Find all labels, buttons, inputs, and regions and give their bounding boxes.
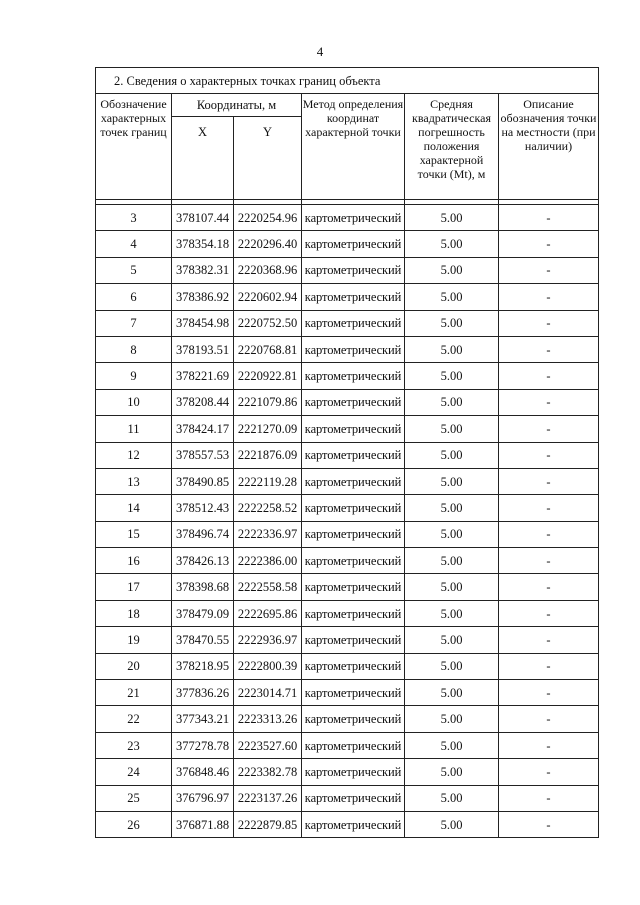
method-cell: картометрический [302,732,405,758]
table-row [96,627,599,653]
point-cell: 22 [96,706,172,732]
table-row [96,521,599,547]
method-cell: картометрический [302,257,405,283]
description-cell: - [499,759,599,785]
y-coordinate-cell: 2220768.81 [234,336,302,362]
description-cell: - [499,600,599,626]
error-cell: 5.00 [405,231,499,257]
y-coordinate-cell: 2223382.78 [234,759,302,785]
point-cell: 15 [96,521,172,547]
y-coordinate-cell: 2223527.60 [234,732,302,758]
y-coordinate-cell: 2222879.85 [234,811,302,837]
boundary-points-table [95,67,599,838]
description-cell: - [499,442,599,468]
x-coordinate-cell: 377343.21 [172,706,234,732]
error-cell: 5.00 [405,759,499,785]
error-cell: 5.00 [405,284,499,310]
x-coordinate-cell: 378512.43 [172,495,234,521]
method-cell: картометрический [302,521,405,547]
point-cell: 21 [96,680,172,706]
section-title-row [96,68,599,94]
table-row [96,389,599,415]
table-row [96,284,599,310]
x-coordinate-cell: 378221.69 [172,363,234,389]
x-coordinate-cell: 378218.95 [172,653,234,679]
description-cell: - [499,495,599,521]
y-coordinate-cell: 2220296.40 [234,231,302,257]
table-row [96,653,599,679]
table-row [96,600,599,626]
method-cell: картометрический [302,706,405,732]
method-cell: картометрический [302,600,405,626]
error-cell: 5.00 [405,706,499,732]
description-cell: - [499,416,599,442]
header-y: Y [234,117,302,200]
y-coordinate-cell: 2221079.86 [234,389,302,415]
error-cell: 5.00 [405,600,499,626]
description-cell: - [499,521,599,547]
y-coordinate-cell: 2222386.00 [234,548,302,574]
point-cell: 5 [96,257,172,283]
table-row [96,548,599,574]
table-row [96,732,599,758]
method-cell: картометрический [302,389,405,415]
method-cell: картометрический [302,284,405,310]
x-coordinate-cell: 376796.97 [172,785,234,811]
x-coordinate-cell: 378490.85 [172,468,234,494]
error-cell: 5.00 [405,521,499,547]
header-method: Метод определения координат характерной точки [302,94,405,200]
point-cell: 17 [96,574,172,600]
y-coordinate-cell: 2223137.26 [234,785,302,811]
y-coordinate-cell: 2222558.58 [234,574,302,600]
table-row [96,785,599,811]
y-coordinate-cell: 2222258.52 [234,495,302,521]
table-row [96,495,599,521]
method-cell: картометрический [302,205,405,231]
table-row [96,706,599,732]
x-coordinate-cell: 378426.13 [172,548,234,574]
x-coordinate-cell: 378557.53 [172,442,234,468]
header-x: X [172,117,234,200]
point-cell: 19 [96,627,172,653]
description-cell: - [499,548,599,574]
table-row [96,680,599,706]
y-coordinate-cell: 2222336.97 [234,521,302,547]
description-cell: - [499,231,599,257]
table-row [96,442,599,468]
description-cell: - [499,653,599,679]
error-cell: 5.00 [405,680,499,706]
error-cell: 5.00 [405,442,499,468]
point-cell: 26 [96,811,172,837]
table-row [96,336,599,362]
error-cell: 5.00 [405,574,499,600]
y-coordinate-cell: 2222695.86 [234,600,302,626]
table-row [96,416,599,442]
description-cell: - [499,468,599,494]
description-cell: - [499,257,599,283]
table-row [96,468,599,494]
table-row [96,759,599,785]
error-cell: 5.00 [405,627,499,653]
description-cell: - [499,627,599,653]
description-cell: - [499,205,599,231]
method-cell: картометрический [302,495,405,521]
error-cell: 5.00 [405,416,499,442]
description-cell: - [499,310,599,336]
y-coordinate-cell: 2223014.71 [234,680,302,706]
table-row [96,811,599,837]
x-coordinate-cell: 378193.51 [172,336,234,362]
x-coordinate-cell: 377836.26 [172,680,234,706]
y-coordinate-cell: 2220254.96 [234,205,302,231]
point-cell: 25 [96,785,172,811]
error-cell: 5.00 [405,389,499,415]
y-coordinate-cell: 2220752.50 [234,310,302,336]
y-coordinate-cell: 2220922.81 [234,363,302,389]
x-coordinate-cell: 378398.68 [172,574,234,600]
point-cell: 4 [96,231,172,257]
x-coordinate-cell: 378208.44 [172,389,234,415]
error-cell: 5.00 [405,653,499,679]
description-cell: - [499,706,599,732]
y-coordinate-cell: 2220368.96 [234,257,302,283]
point-cell: 20 [96,653,172,679]
x-coordinate-cell: 376871.88 [172,811,234,837]
error-cell: 5.00 [405,811,499,837]
x-coordinate-cell: 378107.44 [172,205,234,231]
description-cell: - [499,284,599,310]
x-coordinate-cell: 378454.98 [172,310,234,336]
section-title: 2. Сведения о характерных точках границ объекта [96,68,599,94]
point-cell: 7 [96,310,172,336]
point-cell: 13 [96,468,172,494]
method-cell: картометрический [302,442,405,468]
method-cell: картометрический [302,548,405,574]
description-cell: - [499,363,599,389]
y-coordinate-cell: 2222936.97 [234,627,302,653]
method-cell: картометрический [302,759,405,785]
method-cell: картометрический [302,785,405,811]
x-coordinate-cell: 378386.92 [172,284,234,310]
error-cell: 5.00 [405,363,499,389]
x-coordinate-cell: 378496.74 [172,521,234,547]
table-row [96,574,599,600]
y-coordinate-cell: 2222119.28 [234,468,302,494]
table-row [96,231,599,257]
method-cell: картометрический [302,416,405,442]
x-coordinate-cell: 378470.55 [172,627,234,653]
header-row-1 [96,94,599,117]
description-cell: - [499,811,599,837]
error-cell: 5.00 [405,468,499,494]
x-coordinate-cell: 378424.17 [172,416,234,442]
error-cell: 5.00 [405,257,499,283]
header-coordinates: Координаты, м [172,94,302,117]
error-cell: 5.00 [405,336,499,362]
table-row [96,363,599,389]
point-cell: 23 [96,732,172,758]
description-cell: - [499,389,599,415]
error-cell: 5.00 [405,205,499,231]
table-row [96,310,599,336]
error-cell: 5.00 [405,495,499,521]
error-cell: 5.00 [405,732,499,758]
header-description: Описание обозначения точки на местности (при наличии) [499,94,599,200]
error-cell: 5.00 [405,548,499,574]
method-cell: картометрический [302,574,405,600]
method-cell: картометрический [302,653,405,679]
method-cell: картометрический [302,627,405,653]
x-coordinate-cell: 378382.31 [172,257,234,283]
point-cell: 14 [96,495,172,521]
error-cell: 5.00 [405,310,499,336]
method-cell: картометрический [302,811,405,837]
x-coordinate-cell: 376848.46 [172,759,234,785]
method-cell: картометрический [302,363,405,389]
header-error: Средняя квадратическая погрешность положения характерной точки (Mt), м [405,94,499,200]
point-cell: 18 [96,600,172,626]
method-cell: картометрический [302,336,405,362]
method-cell: картометрический [302,468,405,494]
description-cell: - [499,732,599,758]
x-coordinate-cell: 378479.09 [172,600,234,626]
point-cell: 3 [96,205,172,231]
point-cell: 16 [96,548,172,574]
point-cell: 9 [96,363,172,389]
point-cell: 12 [96,442,172,468]
description-cell: - [499,574,599,600]
header-point: Обозначение характерных точек границ [96,94,172,200]
y-coordinate-cell: 2220602.94 [234,284,302,310]
x-coordinate-cell: 378354.18 [172,231,234,257]
description-cell: - [499,785,599,811]
method-cell: картометрический [302,310,405,336]
description-cell: - [499,680,599,706]
point-cell: 10 [96,389,172,415]
x-coordinate-cell: 377278.78 [172,732,234,758]
point-cell: 11 [96,416,172,442]
table-row [96,257,599,283]
table-row [96,205,599,231]
method-cell: картометрический [302,680,405,706]
point-cell: 8 [96,336,172,362]
y-coordinate-cell: 2222800.39 [234,653,302,679]
method-cell: картометрический [302,231,405,257]
page-number: 4 [316,44,324,59]
y-coordinate-cell: 2221876.09 [234,442,302,468]
y-coordinate-cell: 2223313.26 [234,706,302,732]
error-cell: 5.00 [405,785,499,811]
y-coordinate-cell: 2221270.09 [234,416,302,442]
point-cell: 6 [96,284,172,310]
description-cell: - [499,336,599,362]
point-cell: 24 [96,759,172,785]
